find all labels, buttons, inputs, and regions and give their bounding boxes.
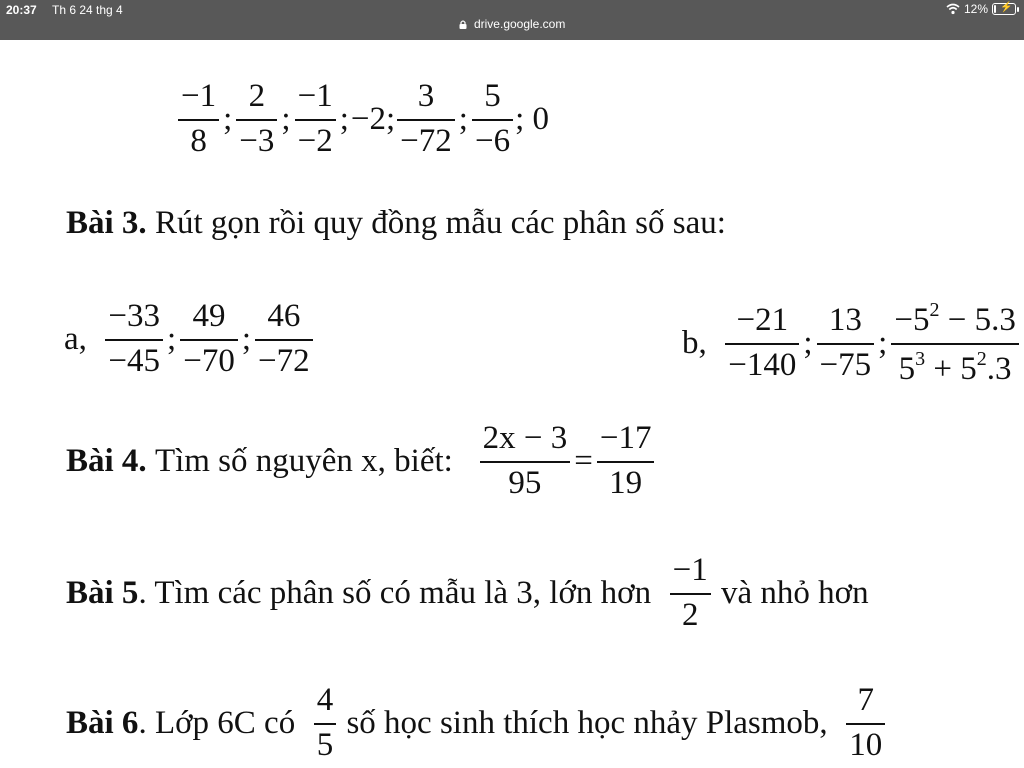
- fraction: $\frac{46}{-72}$: [255, 300, 313, 378]
- exercise-text: . Lớp 6C có: [138, 704, 296, 741]
- battery-icon: [992, 3, 1016, 15]
- fraction: $\frac{-1}{-2}$: [295, 80, 336, 158]
- exercise-6: [66, 684, 887, 762]
- exercise-4: Bài 4. Tìm số nguyên x, biết: $\frac{2x - 3}{95}$ = $\frac{-17}{19}$: [66, 422, 656, 500]
- exercise-text: . Tìm các phân số có mẫu là 3, lớn hơn: [138, 574, 652, 611]
- fraction: $\frac{-17}{19}$: [597, 422, 655, 500]
- fraction-list-line: $\frac{-1}{8}$ ; $\frac{2}{-3}$ ; $\frac{-1}{-2}$ ; −2; $\frac{3}{-72}$ ; $\frac{5}{-6}$ ; 0: [176, 80, 549, 158]
- integer-term: −2;: [350, 100, 396, 137]
- browser-status-bar: [0, 0, 1024, 40]
- exercise-text: Tìm số nguyên x, biết:: [154, 442, 453, 479]
- status-time: 20:37: [6, 3, 37, 17]
- url-bar[interactable]: [0, 17, 1024, 31]
- exercise-label: Bài 4.: [66, 442, 147, 479]
- exercise-text: Rút gọn rồi quy đồng mẫu các phân số sau:: [154, 205, 726, 241]
- battery-level-fill: [994, 5, 996, 13]
- exercise-3-heading: [66, 205, 726, 242]
- fraction: $\frac{3}{-72}$: [397, 80, 455, 158]
- exercise-text-2: số học sinh thích học nhảy Plasmob,: [346, 704, 828, 741]
- fraction: $\frac{-21}{-140}$: [725, 304, 799, 382]
- exercise-3b: b, $\frac{-21}{-140}$ ; $\frac{13}{-75}$ ; $\frac{-5^2 - 5.3}{5^3 + 5^2.3}$: [682, 300, 1021, 386]
- status-date: Th 6 24 thg 4: [52, 3, 123, 17]
- end-term: ; 0: [515, 100, 550, 137]
- fraction: $\frac{7}{10}$: [846, 684, 885, 762]
- exercise-label: Bài 5: [66, 574, 139, 611]
- wifi-icon: [946, 3, 960, 15]
- exercise-5: [66, 554, 869, 632]
- lock-icon: [459, 20, 467, 29]
- url-text: drive.google.com: [473, 17, 566, 31]
- fraction: $\frac{-1}{8}$: [178, 80, 219, 158]
- exercise-label: Bài 6: [66, 704, 139, 741]
- fraction: $\frac{-33}{-45}$: [105, 300, 163, 378]
- exercise-label: Bài 3.: [66, 205, 147, 241]
- exercise-3a: a, $\frac{-33}{-45}$ ; $\frac{49}{-70}$ ; $\frac{46}{-72}$: [64, 300, 315, 378]
- exercise-text-2: và nhỏ hơn: [721, 574, 869, 611]
- status-indicators: [946, 2, 1016, 16]
- fraction: $\frac{5}{-6}$: [472, 80, 513, 158]
- battery-percent: 12%: [963, 2, 988, 16]
- part-label: a,: [64, 320, 87, 357]
- fraction: $\frac{49}{-70}$: [180, 300, 238, 378]
- charging-bolt-icon: ⚡: [1000, 2, 1013, 13]
- document-page: [0, 40, 1024, 768]
- fraction: $\frac{2}{-3}$: [236, 80, 277, 158]
- fraction: $\frac{-1}{2}$: [670, 554, 711, 632]
- fraction: $\frac{4}{5}$: [314, 684, 337, 762]
- part-label: b,: [682, 324, 707, 361]
- fraction: $\frac{2x - 3}{95}$: [480, 422, 571, 500]
- fraction-power: $\frac{-5^2 - 5.3}{5^3 + 5^2.3}$: [891, 300, 1019, 386]
- fraction: $\frac{13}{-75}$: [817, 304, 875, 382]
